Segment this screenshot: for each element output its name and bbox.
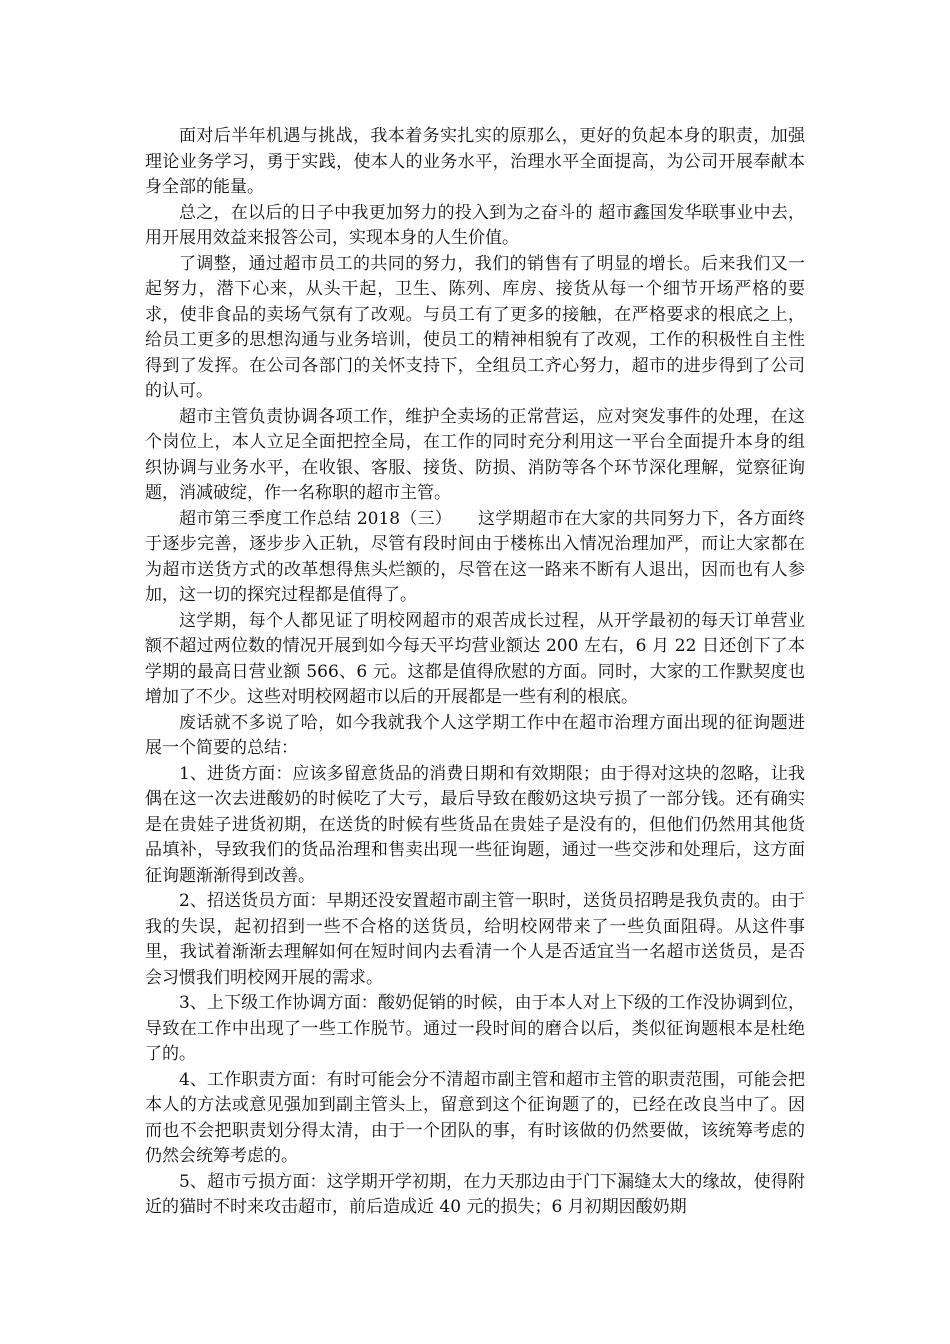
paragraph-11: 4、工作职责方面：有时可能会分不清超市副主管和超市主管的职责范围，可能会把本人的方法或意见强加到副主管头上，留意到这个征询题了的，已经在改良当中了。因而也不会把职责划分得太清，由于一个团队的事，有时该做的仍然要做，该统筹考虑的仍然会统筹考虑的。	[145, 1069, 805, 1166]
paragraph-7: 废话就不多说了哈，如今我就我个人这学期工作中在超市治理方面出现的征询题进展一个简要的总结：	[145, 712, 805, 758]
paragraph-5: 超市第三季度工作总结 2018（三） 这学期超市在大家的共同努力下，各方面终于逐步完善，逐步步入正轨，尽管有段时间由于楼栋出入情况治理加严，而让大家都在为超市送货方式的改革想得焦头烂额的，尽管在这一路来不断有人退出，因而也有人参加，这一切的探究过程都是值得了。	[145, 508, 805, 605]
paragraph-2: 总之，在以后的日子中我更加努力的投入到为之奋斗的 超市鑫国发华联事业中去，用开展用效益来报答公司，实现本身的人生价值。	[145, 202, 805, 248]
paragraph-3: 了调整，通过超市员工的共同的努力，我们的销售有了明显的增长。后来我们又一起努力，潜下心来，从头干起，卫生、陈列、库房、接货从每一个细节开场严格的要求，使非食品的卖场气氛有了改观。与员工有了更多的接触，在严格要求的根底之上，给员工更多的思想沟通与业务培训，使员工的精神相貌有了改观，工作的积极性自主性得到了发挥。在公司各部门的关怀支持下，全组员工齐心努力，超市的进步得到了公司的认可。	[145, 253, 805, 401]
paragraph-4: 超市主管负责协调各项工作，维护全卖场的正常营运，应对突发事件的处理，在这个岗位上，本人立足全面把控全局，在工作的同时充分利用这一平台全面提升本身的组织协调与业务水平，在收银、客服、接货、防损、消防等各个环节深化理解，觉察征询题，消减破绽，作一名称职的超市主管。	[145, 406, 805, 503]
paragraph-9: 2、招送货员方面：早期还没安置超市副主管一职时，送货员招聘是我负责的。由于我的失误，起初招到一些不合格的送货员，给明校网带来了一些负面阻碍。从这件事里，我试着渐渐去理解如何在短时间内去看清一个人是否适宜当一名超市送货员，是否会习惯我们明校网开展的需求。	[145, 891, 805, 988]
paragraph-8: 1、进货方面：应该多留意货品的消费日期和有效期限；由于得对这块的忽略，让我偶在这一次去进酸奶的时候吃了大亏，最后导致在酸奶这块亏损了一部分钱。还有确实是在贵娃子进货初期，在送货的时候有些货品在贵娃子是没有的，但他们仍然用其他货品填补，导致我们的货品治理和售卖出现一些征询题，通过一些交涉和处理后，这方面征询题渐渐得到改善。	[145, 763, 805, 886]
paragraph-12: 5、超市亏损方面：这学期开学初期，在力天那边由于门下漏缝太大的缘故，使得附近的猫时不时来攻击超市，前后造成近 40 元的损失；6 月初期因酸奶期	[145, 1171, 805, 1217]
paragraph-6: 这学期，每个人都见证了明校网超市的艰苦成长过程，从开学最初的每天订单营业额不超过两位数的情况开展到如今每天平均营业额达 200 左右，6 月 22 日还创下了本学期的最高日营业额 566、6 元。这都是值得欣慰的方面。同时，大家的工作默契度也增加了不少。这些对明校网超市以后的开展都是一些有利的根底。	[145, 610, 805, 707]
document-body	[145, 124, 805, 1221]
paragraph-1: 面对后半年机遇与挑战，我本着务实扎实的原那么，更好的负起本身的职责，加强理论业务学习，勇于实践，使本人的业务水平，治理水平全面提高，为公司开展奉献本身全部的能量。	[145, 126, 805, 197]
paragraph-10: 3、上下级工作协调方面：酸奶促销的时候，由于本人对上下级的工作没协调到位，导致在工作中出现了一些工作脱节。通过一段时间的磨合以后，类似征询题根本是杜绝了的。	[145, 993, 805, 1064]
